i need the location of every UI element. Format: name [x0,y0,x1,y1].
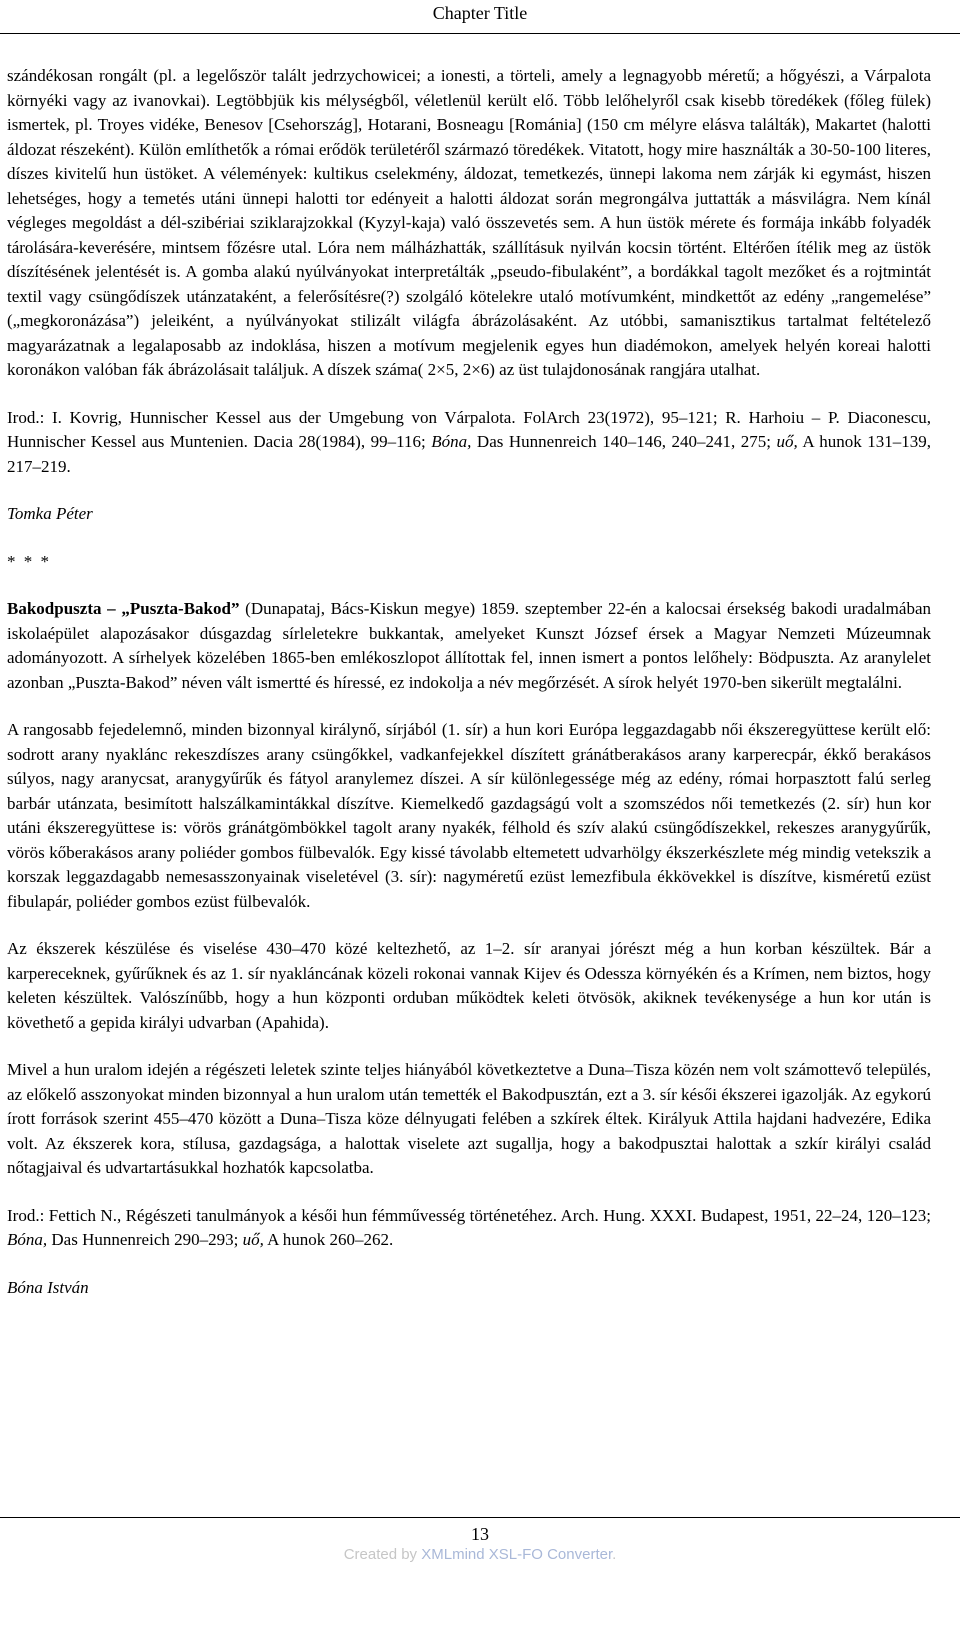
bib-author-italic: uő, [776,432,798,451]
header-divider [0,33,960,34]
entry-headword: Bakodpuszta – „Puszta-Bakod” [7,599,240,618]
bib-text: A hunok 260–262. [263,1230,394,1249]
body-paragraph: Mivel a hun uralom idején a régészeti leletek szinte teljes hiányából következtetve a Duna–Tisza közén nem volt számottevő település, az előkelő asszonyokat minden bizonnyal a hun uralom után temették el Bakodpusztán, ezt a 3. sír késői ékszerei igazolják. Az egykorú írott források szerint 455–470 között a Duna–Tisza köze délnyugati felében a szkírek éltek. Királyuk Attila hajdani hadvezére, Edika volt. Az ékszerek kora, stílusa, gazdagsága, a halottak viselete azt sugallja, hogy a bakodpusztai halottak a szkír királyi család nőtagjaival és udvartartásukkal hozhatók kapcsolatba. [7,1060,931,1177]
section-separator: * * * [7,551,51,571]
body-paragraph: Az ékszerek készülése és viselése 430–470 közé keltezhető, az 1–2. sír aranyai jórészt még a hun korban készültek. Bár a karpereceknek, gyűrűknek és az 1. sír nyakláncának közeli rokonai vannak Kijev és Odessza környékén és a Krímen, nem biztos, hogy keleten készültek. Valószínűbb, hogy a hun központi orduban működtek keleti ötvösök, akiknek tevékenysége a hun kor után is követhető a gepida királyi udvarban (Apahida). [7,939,931,1032]
credit-suffix: . [612,1546,617,1563]
credit-prefix: Created by [343,1546,422,1563]
bib-text: Das Hunnenreich 140–146, 240–241, 275; [471,432,777,451]
credit-brand: XMLmind XSL-FO Converter [421,1546,613,1563]
bib-author-italic: uő, [242,1230,264,1249]
bibliography-2 [7,1204,931,1253]
page-number: 13 [471,1524,489,1544]
footer-divider [0,1517,960,1518]
entry-text: (Dunapataj, Bács-Kiskun megye) 1859. szeptember 22-én a kalocsai érsekség bakodi uradalmában iskolaépület alapozásakor dúsgazdag sírleletekre bukkantak, amelyeket Kunszt József érsek a Magyar Nemzeti Múzeumnak adományozott. A sírhelyek közelében 1865-ben emlékoszlopot állítottak fel, innen ismert a pontos lelőhely: Bödpuszta. Az aranylelet azonban „Puszta-Bakod” néven vált ismertté és híressé, ez indokolja a név megőrzését. A sírok helyét 1970-ben sikerült megtalálni. [7,599,931,692]
running-header: Chapter Title [432,3,528,23]
bib-author-italic: Bóna, [7,1230,48,1249]
bib-text: Irod.: Fettich N., Régészeti tanulmányok a késői hun fémművesség történetéhez. Arch. Hung. XXXI. Budapest, 1951, 22–24, 120–123; [7,1205,931,1225]
converter-credit [0,1545,960,1565]
body-paragraph: szándékosan rongált (pl. a legelőször talált jedrzychowicei; a ionesti, a törteli, amely a legnagyobb méretű; a hőgyészi, a Várpalota környéki vagy az ivanovkai). Legtöbbjük kis mélységből, véletlenül került elő. Több lelőhelyről csak kisebb töredékek (főleg fülek) ismertek, pl. Troyes vidéke, Benesov [Csehország], Hotarani, Bosneagu [Románia] (150 cm mélyre elásva találták), Makartet (halotti áldozat részeként). Külön említhetők a római erődök területéről származó töredékek. Vitatott, hogy mire használták a 30-50-100 literes, díszes kivitelű hun üstöket. A vélemények: kultikus cselekmény, áldozat, temetkezés, ünnepi lakoma nem zárják ki egymást, hiszen lehetséges, hogy a temetés utáni ünnepi halotti tor edényeit a halotti áldozat során megrongálva juttatták a másvilágra. Nem kínál végleges megoldást a dél-szibériai sziklarajzokkal (Kyzyl-kaja) való összevetés sem. A hun üstök mérete és formája inkább folyadék tárolására-keverésére, mintsem főzésre utal. Lóra nem málházhatták, szállításuk nyilván kocsin történt. Eltérően ítélik meg az üstök díszítésének jelentését is. A gomba alakú nyúlványokat interpretálták „pseudo-fibulaként”, a bordákkal tagolt mezőket és a rojtmintát textil vagy csüngődíszek utánzataként, a felerősítésre(?) szolgáló kötelekre utaló motívumként, mindkettőt az edény „rangemelése” („megkoronázása”) jeleiként, a nyúlványokat stilizált világfa ábrázolásaként. Az utóbbi, samanisztikus tartalmat feltételező magyarázatnak a legalaposabb az indoklása, hiszen a motívum megjelenik egyes hun diadémokon, amelyek helyén koreai halotti koronákon valóban fák ábrázolásait találjuk. A díszek száma( 2×5, 2×6) az üst tulajdonosának rangjára utalhat. [7,66,931,379]
author-signature-2: Bóna István [7,1277,89,1297]
entry-paragraph [7,597,931,695]
body-paragraph: A rangosabb fejedelemnő, minden bizonnyal királynő, sírjából (1. sír) a hun kori Európa leggazdagabb női ékszeregyüttese került elő: sodrott arany nyaklánc rekeszdíszes arany csüngőkkel, vadkanfejekkel díszített gránátberakásos arany karperecpár, ékkő berakásos súlyos, nagy aranycsat, aranygyűrűk és fátyol aranylemez díszei. A sír különlegessége még az edény, római horpasztott falú serleg barbár utánzata, besimított halszálkamintákkal díszítve. Kiemelkedő gazdagságú volt a szomszédos női temetkezés (2. sír) hun kor utáni ékszeregyüttese is: vörös gránátgömbökkel tagolt arany nyakék, félhold és szív alakú csüngődíszekkel, rekeszes aranygyűrűk, vörös kőberakásos arany poliéder gombos fülbevalók. Egy kissé távolabb eltemetett udvarhölgy ékszerkészlete még mindig vetekszik a korszak leggazdagabb nemesasszonyainak viseletével (3. sír): nagyméretű ezüst lemezfibula ékkövekkel is díszítve, kisméretű ezüst fibulapár, poliéder gombos ezüst fülbevalók. [7,720,931,911]
bib-text: Irod.: I. Kovrig, Hunnischer Kessel aus der Umgebung von Várpalota. FolArch 23(1972), 95–121; R. Harhoiu – P. Diaconescu, Hunnischer Kessel aus Muntenien. Dacia 28(1984), 99–116; [7,407,931,451]
page-content [7,64,931,1323]
author-signature-1: Tomka Péter [7,504,93,523]
bib-text: Das Hunnenreich 290–293; [47,1230,243,1249]
bib-author-italic: Bóna, [431,432,472,451]
bib-text: A hunok 131–139, 217–219. [7,432,931,476]
bibliography-1 [7,406,931,480]
